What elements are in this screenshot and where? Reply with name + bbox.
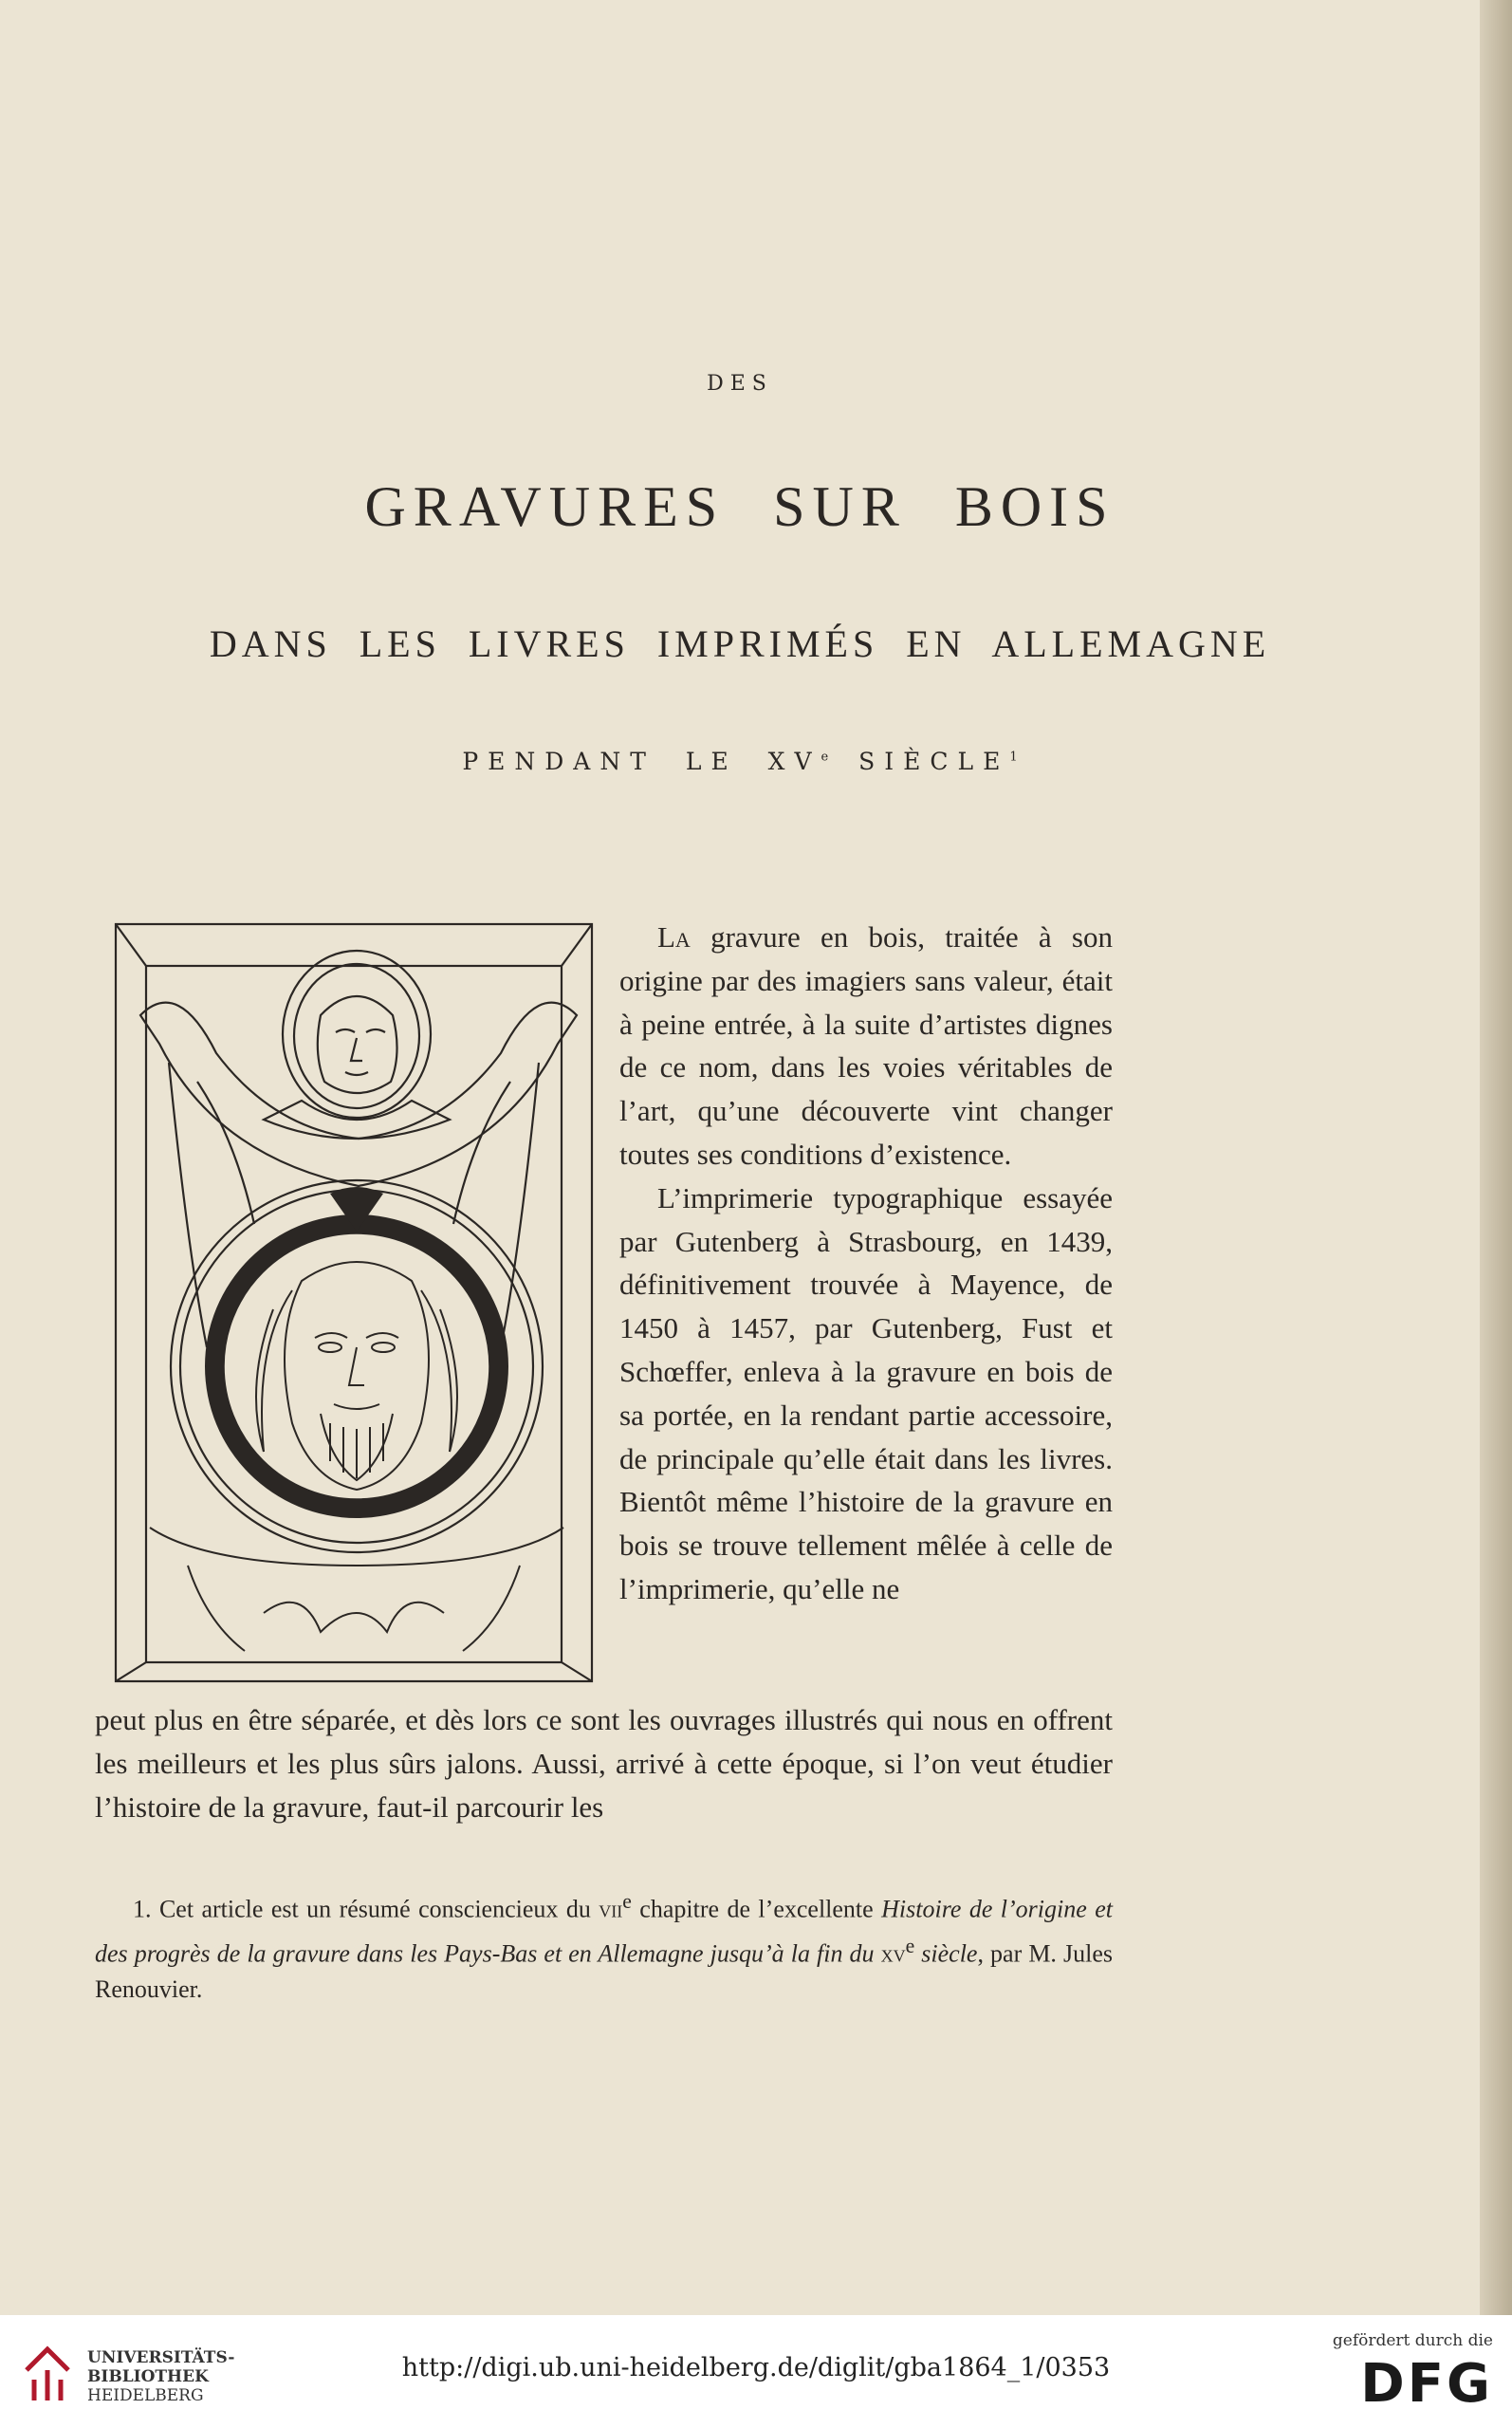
footnote-book-title-end: siècle xyxy=(914,1939,978,1968)
footnote-paragraph xyxy=(95,1883,1113,2008)
footnote-xv-sup: e xyxy=(905,1934,915,1957)
article-period xyxy=(0,748,1480,775)
footnote-text-b: chapitre de l’excellente xyxy=(631,1895,882,1923)
period-text-end: SIÈCLE xyxy=(828,748,1010,775)
paragraph-2: L’imprimerie typographique essayée par Gutenberg à Strasbourg, en 1439, définitivement trouvée à Mayence, de 1450 à 1457, par Gutenberg, Fust et Schœffer, enleva à la gravure en bois de sa portée, en la rendant partie accessoire, de principale qu’elle était dans les livres. Bientôt même l’histoire de la gravure en bois se trouve tellement mêlée à celle de l’imprimerie, qu’elle ne xyxy=(619,1180,1113,1605)
dfg-logo: DFG xyxy=(1360,2353,1493,2415)
footnote-vii: vii xyxy=(599,1895,623,1923)
paragraph-1-rest: gravure en bois, traitée à son origine par des imagiers sans valeur, était à peine entrée, à la suite d’artistes dignes de ce nom, dans les voies véritables de l’art, qu’une découverte vint changer toutes ses conditions d’existence. xyxy=(619,920,1113,1171)
paragraph-1 xyxy=(619,916,1113,1177)
page-spine-shadow xyxy=(1480,0,1512,2315)
footnote-vii-sup: e xyxy=(622,1890,632,1913)
library-name-line3: HEIDELBERG xyxy=(87,2386,204,2405)
paragraph-1-lead: La xyxy=(657,920,691,954)
article-title: GRAVURES SUR BOIS xyxy=(364,475,1116,538)
paragraph-2-continued: peut plus en être séparée, et dès lors ce sont les ouvrages illustrés qui nous en offrent les meilleurs et les plus sûrs jalons. Aussi, arrivé à cette époque, si l’on veut étudier l’histoire de la gravure, faut-il parcourir les xyxy=(95,1703,1113,1824)
funded-by-label: gefördert durch die xyxy=(1332,2331,1493,2350)
woodcut-veronica-illustration xyxy=(112,920,596,1685)
heading-des: DES xyxy=(707,372,773,396)
right-column-text xyxy=(619,916,1113,1611)
footnote-number: 1. xyxy=(133,1895,159,1923)
source-url-link[interactable]: http://digi.ub.uni-heidelberg.de/diglit/gba1864_1/0353 xyxy=(401,2353,1111,2382)
footnote-text-a: Cet article est un résumé consciencieux du xyxy=(158,1895,599,1923)
footnote-text-c: , par M. Jules Renouvier. xyxy=(95,1939,1114,2004)
period-text: PENDANT LE XV xyxy=(462,748,821,775)
footnote-book-title: Histoire de l’origine et des progrès de la gravure dans les Pays-Bas et en Allemagne jusqu’à la fin du xyxy=(95,1895,1113,1968)
footnote xyxy=(95,1883,1113,2008)
full-width-text xyxy=(95,1698,1113,1828)
library-name-line1: UNIVERSITÄTS- xyxy=(87,2348,235,2367)
footnote-xv: xv xyxy=(880,1939,906,1968)
article-subtitle: DANS LES LIVRES IMPRIMÉS EN ALLEMAGNE xyxy=(209,622,1271,665)
library-name-line2: BIBLIOTHEK xyxy=(87,2367,209,2386)
period-sup: e xyxy=(821,750,829,765)
footnote-marker: 1 xyxy=(1009,750,1018,765)
